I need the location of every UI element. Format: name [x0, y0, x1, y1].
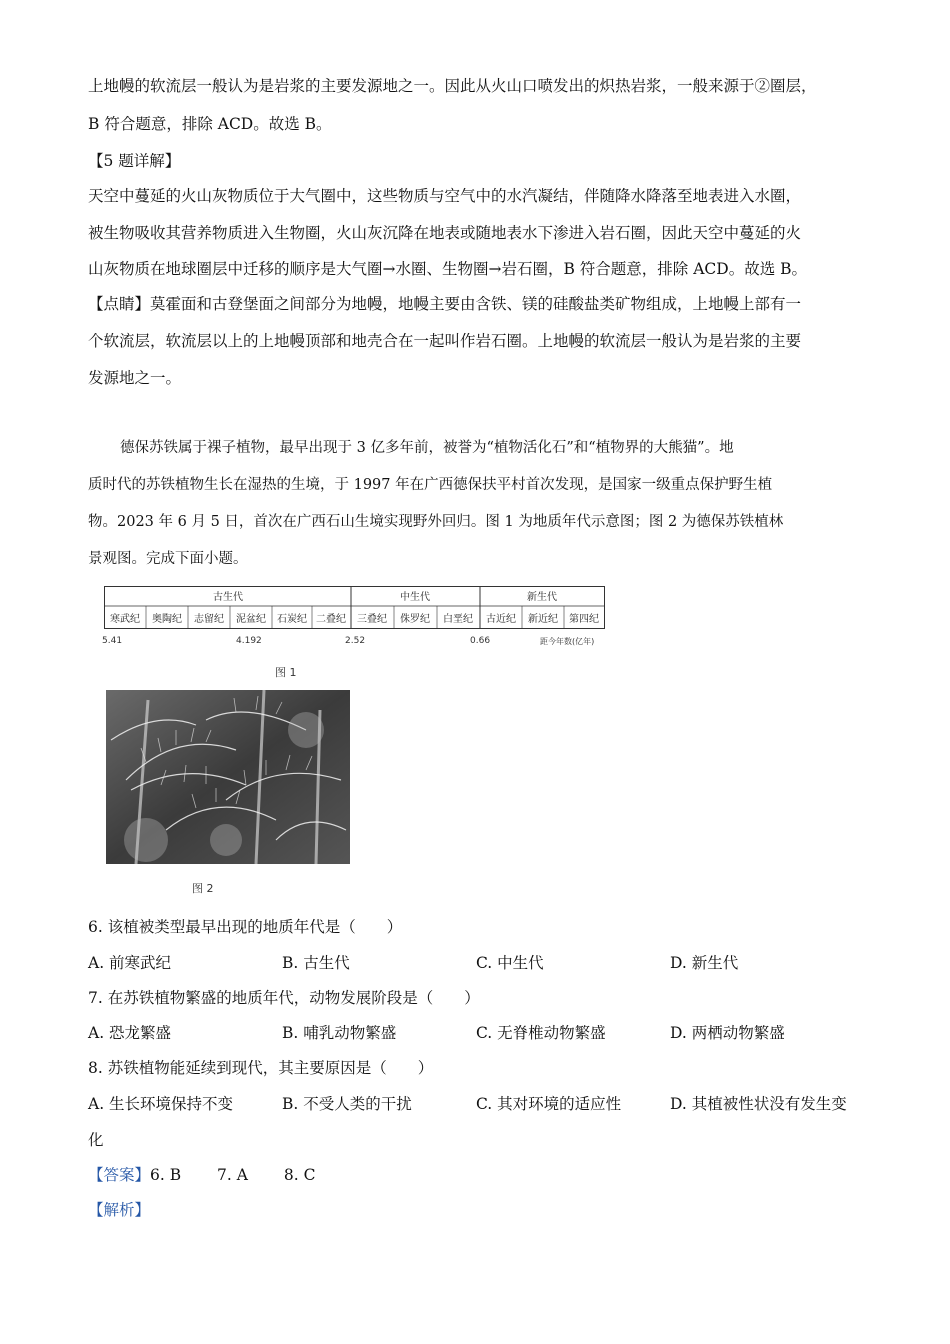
tick-label: 0.66 [470, 636, 491, 646]
cycad-forest-photo [106, 690, 350, 864]
tick-label: 4.192 [236, 636, 262, 646]
era-label: 新生代 [527, 592, 557, 603]
tip-line: 个软流层，软流层以上的上地幔顶部和地壳合在一起叫作岩石圈。上地幔的软流层一般认为是岩浆的主要 [88, 332, 802, 350]
era-label: 中生代 [400, 592, 430, 603]
option-d[interactable]: D. 其植被性状没有发生变 [670, 1095, 847, 1113]
text-line: 天空中蔓延的火山灰物质位于大气圈中，这些物质与空气中的水汽凝结，伴随降水降落至地表进入水圈， [88, 187, 802, 205]
figure-caption: 图 1 [275, 666, 297, 679]
answer-values: 6. B 7. A 8. C [150, 1166, 316, 1184]
intro-line: 质时代的苏铁植物生长在湿热的生境，于 1997 年在广西德保扶平村首次发现，是国家一级重点保护野生植 [88, 477, 773, 493]
text-line: 上地幔的软流层一般认为是岩浆的主要发源地之一。因此从火山口喷发出的炽热岩浆，一般来源于②圈层， [88, 77, 817, 95]
period-label: 志留纪 [194, 614, 224, 625]
period-label: 三叠纪 [357, 614, 387, 625]
option-c[interactable]: C. 中生代 [476, 954, 544, 972]
intro-line: 物。2023 年 6 月 5 日，首次在广西石山生境实现野外回归。图 1 为地质年代示意图；图 2 为德保苏铁植林 [88, 514, 784, 530]
axis-label: 距今年数(亿年) [540, 637, 595, 646]
option-b[interactable]: B. 古生代 [282, 954, 350, 972]
option-b[interactable]: B. 哺乳动物繁盛 [282, 1024, 397, 1042]
section-header: 【5 题详解】 [88, 152, 181, 170]
option-b[interactable]: B. 不受人类的干扰 [282, 1095, 412, 1113]
question-stem: 7. 在苏铁植物繁盛的地质年代，动物发展阶段是（ ） [88, 989, 480, 1007]
intro-line: 德保苏铁属于裸子植物，最早出现于 3 亿多年前，被誉为“植物活化石”和“植物界的大熊猫”。地 [120, 440, 734, 456]
period-label: 白垩纪 [443, 614, 473, 625]
tick-label: 2.52 [345, 636, 366, 646]
option-d[interactable]: D. 两栖动物繁盛 [670, 1024, 785, 1042]
tip-line: 发源地之一。 [88, 369, 182, 387]
text-line: 被生物吸收其营养物质进入生物圈，火山灰沉降在地表或随地表水下渗进入岩石圈，因此天空中蔓延的火 [88, 224, 802, 242]
period-label: 第四纪 [569, 614, 599, 625]
period-label: 寒武纪 [110, 614, 140, 625]
analysis-label: 【解析】 [88, 1201, 151, 1219]
tip-line: 【点睛】莫霍面和古登堡面之间部分为地幔，地幔主要由含铁、镁的硅酸盐类矿物组成，上地幔上部有一 [88, 295, 802, 313]
option-a[interactable]: A. 恐龙繁盛 [88, 1024, 172, 1042]
period-label: 石炭纪 [277, 614, 307, 625]
period-label: 古近纪 [486, 614, 516, 625]
answer-label: 【答案】 [88, 1166, 151, 1184]
option-d-overflow: 化 [88, 1131, 104, 1149]
option-a[interactable]: A. 生长环境保持不变 [88, 1095, 234, 1113]
period-label: 新近纪 [528, 614, 558, 625]
period-label: 侏罗纪 [400, 614, 430, 625]
option-a[interactable]: A. 前寒武纪 [88, 954, 172, 972]
figure-caption: 图 2 [192, 882, 214, 895]
period-label: 泥盆纪 [236, 614, 266, 625]
option-c[interactable]: C. 其对环境的适应性 [476, 1095, 622, 1113]
geologic-time-figure [104, 586, 608, 636]
text-line: B 符合题意，排除 ACD。故选 B。 [88, 115, 332, 133]
period-label: 奥陶纪 [152, 614, 182, 625]
question-stem: 8. 苏铁植物能延续到现代，其主要原因是（ ） [88, 1059, 434, 1077]
period-label: 二叠纪 [316, 614, 346, 625]
question-stem: 6. 该植被类型最早出现的地质年代是（ ） [88, 918, 403, 936]
answer-line [88, 1165, 315, 1185]
tick-label: 5.41 [102, 636, 123, 646]
era-label: 古生代 [213, 592, 243, 603]
intro-line: 景观图。完成下面小题。 [88, 551, 248, 567]
option-d[interactable]: D. 新生代 [670, 954, 739, 972]
option-c[interactable]: C. 无脊椎动物繁盛 [476, 1024, 606, 1042]
text-line: 山灰物质在地球圈层中迁移的顺序是大气圈→水圈、生物圈→岩石圈，B 符合题意，排除 ACD。故选 B。 [88, 260, 808, 278]
